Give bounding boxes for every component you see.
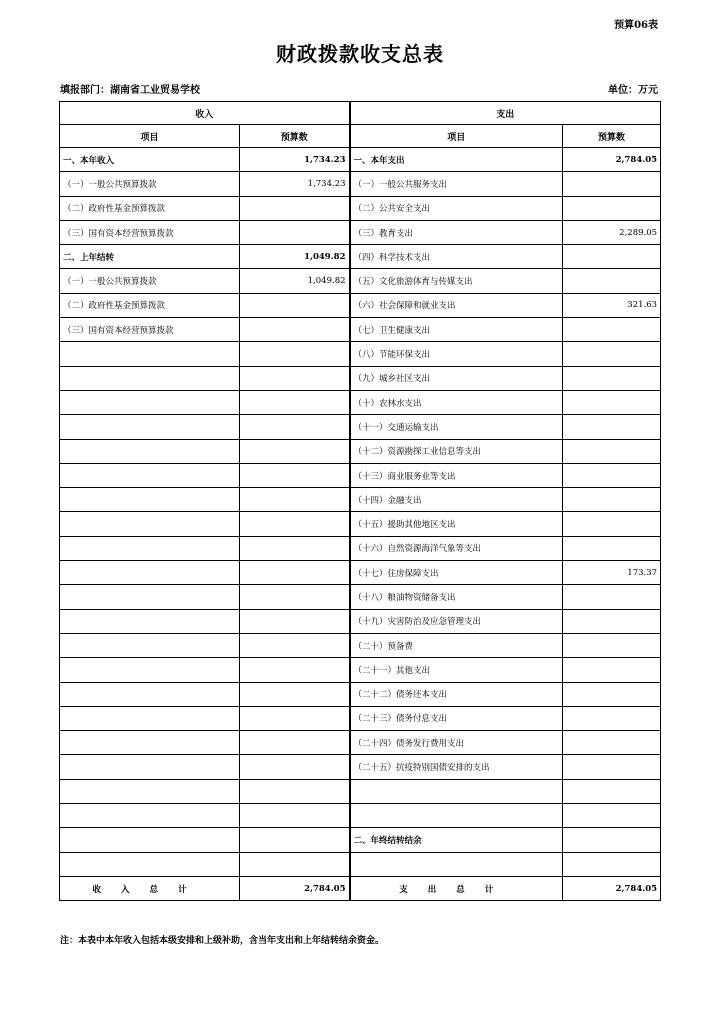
income-item-cell [60, 366, 240, 390]
table-row [60, 804, 661, 828]
expense-item-header: 项目 [350, 125, 563, 148]
table-row [60, 148, 661, 172]
income-value-cell [240, 804, 350, 828]
income-item-cell [60, 609, 240, 633]
income-value-cell [240, 706, 350, 730]
income-item-cell [60, 585, 240, 609]
expense-value-cell: 173.37 [563, 561, 661, 585]
income-value-cell [240, 439, 350, 463]
income-value-cell: 1,734.23 [240, 172, 350, 196]
table-row [60, 269, 661, 293]
income-value-cell [240, 682, 350, 706]
expense-value-cell [563, 658, 661, 682]
income-item-cell [60, 852, 240, 876]
income-item-cell [60, 731, 240, 755]
table-row [60, 366, 661, 390]
table-row [60, 682, 661, 706]
income-item-header: 项目 [60, 125, 240, 148]
income-value-cell [240, 561, 350, 585]
expense-item-cell: （一）一般公共服务支出 [350, 172, 563, 196]
expense-value-cell [563, 828, 661, 852]
expense-item-cell: （八）节能环保支出 [350, 342, 563, 366]
income-item-cell: （三）国有资本经营预算拨款 [60, 220, 240, 244]
income-value-cell [240, 633, 350, 657]
expense-item-cell: （二十四）债务发行费用支出 [350, 731, 563, 755]
expense-item-cell: （十六）自然资源海洋气象等支出 [350, 536, 563, 560]
income-item-cell [60, 342, 240, 366]
expense-item-cell: （十七）住房保障支出 [350, 561, 563, 585]
expense-value-cell [563, 172, 661, 196]
income-item-cell: （二）政府性基金预算拨款 [60, 196, 240, 220]
reporting-department: 填报部门：湖南省工业贸易学校 [60, 85, 200, 96]
expense-item-cell: （二十三）债务付息支出 [350, 706, 563, 730]
expense-item-cell: （二十五）抗疫特别国债安排的支出 [350, 755, 563, 779]
form-code: 预算06表 [614, 20, 658, 31]
income-item-cell [60, 439, 240, 463]
expense-value-cell [563, 439, 661, 463]
page-title: 财政拨款收支总表 [276, 42, 444, 66]
expense-value-cell [563, 585, 661, 609]
expense-value-cell [563, 390, 661, 414]
expense-value-cell [563, 366, 661, 390]
table-row [60, 342, 661, 366]
expense-item-cell: （七）卫生健康支出 [350, 318, 563, 342]
expense-value-cell [563, 318, 661, 342]
income-value-cell [240, 293, 350, 317]
expense-budget-header: 预算数 [563, 125, 661, 148]
expense-item-cell: （十八）粮油物资储备支出 [350, 585, 563, 609]
income-value-cell [240, 390, 350, 414]
expense-value-cell [563, 488, 661, 512]
income-value-cell [240, 755, 350, 779]
income-value-cell [240, 779, 350, 803]
table-row [60, 512, 661, 536]
expense-value-cell [563, 269, 661, 293]
income-item-cell [60, 828, 240, 852]
expense-item-cell: 一、本年支出 [350, 148, 563, 172]
table-row [60, 755, 661, 779]
expense-value-cell [563, 682, 661, 706]
income-value-cell [240, 512, 350, 536]
table-row [60, 658, 661, 682]
table-row [60, 196, 661, 220]
expense-item-cell: （二十一）其他支出 [350, 658, 563, 682]
income-section-header: 收入 [60, 102, 350, 125]
expense-section-header: 支出 [350, 102, 661, 125]
income-item-cell: （三）国有资本经营预算拨款 [60, 318, 240, 342]
income-value-cell [240, 852, 350, 876]
income-value-cell: 1,049.82 [240, 245, 350, 269]
expense-value-cell: 2,289.05 [563, 220, 661, 244]
expense-value-cell [563, 512, 661, 536]
expense-item-cell: （十二）资源勘探工业信息等支出 [350, 439, 563, 463]
table-row [60, 536, 661, 560]
expense-item-cell: （二十二）债务还本支出 [350, 682, 563, 706]
unit-label: 单位：万元 [608, 85, 658, 96]
table-row [60, 828, 661, 852]
expense-value-cell [563, 804, 661, 828]
expense-value-cell [563, 706, 661, 730]
expense-item-cell [350, 804, 563, 828]
expense-item-cell: （十一）交通运输支出 [350, 415, 563, 439]
income-item-cell: 二、上年结转 [60, 245, 240, 269]
expense-value-cell [563, 731, 661, 755]
table-row [60, 488, 661, 512]
income-item-cell [60, 536, 240, 560]
income-item-cell [60, 658, 240, 682]
income-value-cell [240, 828, 350, 852]
income-value-cell [240, 658, 350, 682]
total-row [60, 876, 661, 900]
expense-value-cell [563, 245, 661, 269]
income-item-cell: （二）政府性基金预算拨款 [60, 293, 240, 317]
table-row [60, 731, 661, 755]
expense-total-label: 支出总计 [350, 876, 563, 900]
income-value-cell: 1,734.23 [240, 148, 350, 172]
footnote: 注：本表中本年收入包括本级安排和上级补助，含当年支出和上年结转结余资金。 [60, 936, 385, 946]
expense-value-cell [563, 536, 661, 560]
expense-value-cell [563, 755, 661, 779]
income-item-cell [60, 512, 240, 536]
expense-item-cell: （二）公共安全支出 [350, 196, 563, 220]
table-row [60, 706, 661, 730]
expense-item-cell [350, 852, 563, 876]
expense-item-cell: 二、年终结转结余 [350, 828, 563, 852]
table-row [60, 245, 661, 269]
expense-item-cell: （二十）预备费 [350, 633, 563, 657]
income-item-cell [60, 706, 240, 730]
table-row [60, 609, 661, 633]
income-item-cell [60, 804, 240, 828]
income-value-cell [240, 585, 350, 609]
income-item-cell [60, 463, 240, 487]
income-budget-header: 预算数 [240, 125, 350, 148]
income-value-cell [240, 220, 350, 244]
expense-item-cell: （十四）金融支出 [350, 488, 563, 512]
income-item-cell: （一）一般公共预算拨款 [60, 172, 240, 196]
expense-item-cell: （十五）援助其他地区支出 [350, 512, 563, 536]
expense-item-cell: （十三）商业服务业等支出 [350, 463, 563, 487]
table-body [60, 148, 661, 877]
expense-item-cell: （四）科学技术支出 [350, 245, 563, 269]
expense-value-cell [563, 633, 661, 657]
table-row [60, 390, 661, 414]
income-total-label: 收入总计 [60, 876, 240, 900]
income-item-cell [60, 488, 240, 512]
income-item-cell [60, 633, 240, 657]
table-row [60, 439, 661, 463]
expense-total-value: 2,784.05 [563, 876, 661, 900]
expense-item-cell: （五）文化旅游体育与传媒支出 [350, 269, 563, 293]
income-total-value: 2,784.05 [240, 876, 350, 900]
expense-value-cell: 2,784.05 [563, 148, 661, 172]
income-value-cell [240, 196, 350, 220]
income-value-cell: 1,049.82 [240, 269, 350, 293]
table-row [60, 415, 661, 439]
table-row [60, 220, 661, 244]
table-row [60, 172, 661, 196]
income-item-cell: （一）一般公共预算拨款 [60, 269, 240, 293]
income-value-cell [240, 366, 350, 390]
expense-item-cell: （十）农林水支出 [350, 390, 563, 414]
table-row [60, 852, 661, 876]
fiscal-appropriation-table [59, 101, 661, 901]
table-row [60, 293, 661, 317]
income-item-cell [60, 415, 240, 439]
income-value-cell [240, 536, 350, 560]
expense-value-cell [563, 342, 661, 366]
income-value-cell [240, 342, 350, 366]
expense-value-cell: 321.63 [563, 293, 661, 317]
table-row [60, 633, 661, 657]
income-value-cell [240, 609, 350, 633]
income-item-cell [60, 755, 240, 779]
income-item-cell [60, 682, 240, 706]
income-item-cell [60, 561, 240, 585]
expense-item-cell: （十九）灾害防治及应急管理支出 [350, 609, 563, 633]
table-row [60, 779, 661, 803]
expense-item-cell [350, 779, 563, 803]
expense-value-cell [563, 463, 661, 487]
expense-value-cell [563, 852, 661, 876]
table-row [60, 318, 661, 342]
income-value-cell [240, 463, 350, 487]
table-row [60, 561, 661, 585]
income-value-cell [240, 731, 350, 755]
table-row [60, 463, 661, 487]
expense-item-cell: （六）社会保障和就业支出 [350, 293, 563, 317]
income-item-cell [60, 779, 240, 803]
table-row [60, 585, 661, 609]
expense-value-cell [563, 609, 661, 633]
income-value-cell [240, 318, 350, 342]
expense-value-cell [563, 779, 661, 803]
income-item-cell: 一、本年收入 [60, 148, 240, 172]
income-value-cell [240, 488, 350, 512]
expense-item-cell: （九）城乡社区支出 [350, 366, 563, 390]
expense-value-cell [563, 196, 661, 220]
income-value-cell [240, 415, 350, 439]
income-item-cell [60, 390, 240, 414]
expense-item-cell: （三）教育支出 [350, 220, 563, 244]
expense-value-cell [563, 415, 661, 439]
